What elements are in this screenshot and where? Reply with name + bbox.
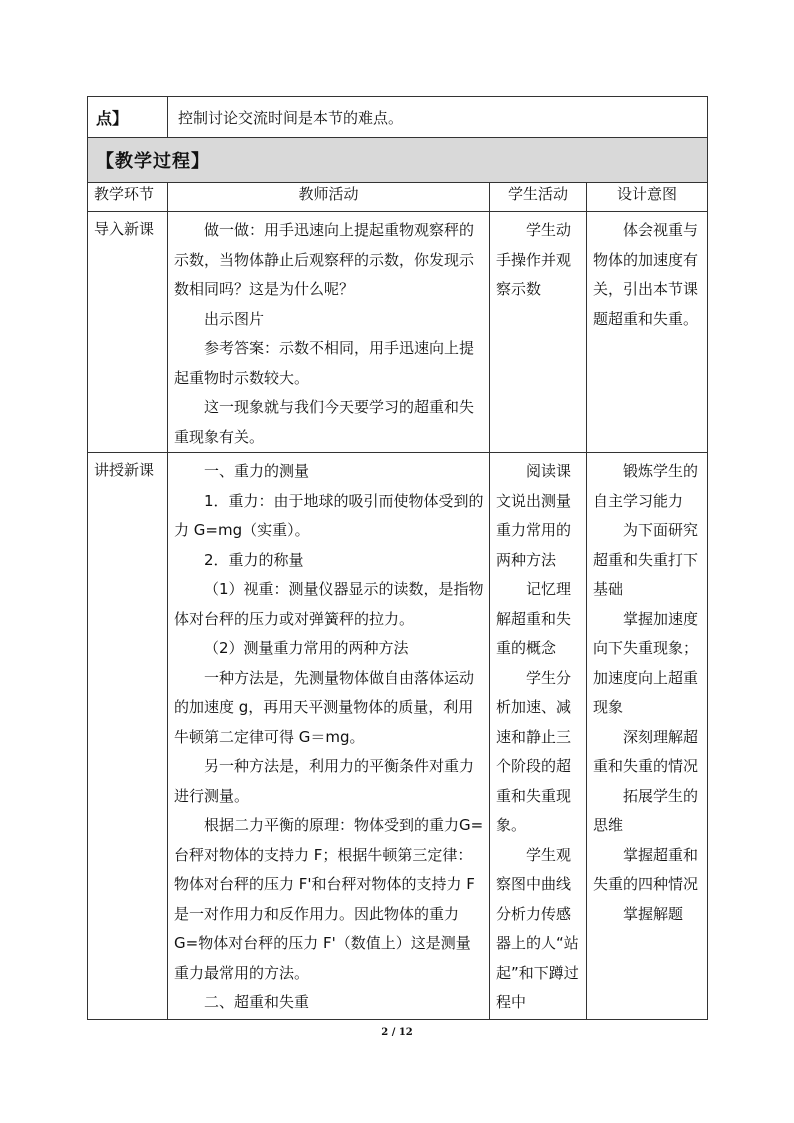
column-header-row (88, 183, 708, 212)
teacher-paragraph: （1）视重：测量仪器显示的读数，是指物体对台秤的压力或对弹簧秤的拉力。 (174, 580, 484, 628)
student-paragraph: 学生动手操作并观察示数 (496, 221, 572, 298)
table-row (88, 453, 708, 1020)
column-header-stage: 教学环节 (88, 183, 168, 212)
intent-cell (587, 212, 708, 453)
teacher-paragraph: 一种方法是，先测量物体做自由落体运动的加速度 g，再用天平测量物体的质量，利用牛顿第二定律可得 G＝mg。 (174, 668, 475, 746)
intent-cell (587, 453, 708, 1020)
table-row (88, 212, 708, 453)
intent-paragraph: 深刻理解超重和失重的情况 (593, 727, 699, 775)
difficulty-row (88, 97, 708, 138)
intent-paragraph: 体会视重与物体的加速度有关，引出本节课题超重和失重。 (593, 221, 699, 328)
intent-paragraph: 掌握解题 (623, 904, 684, 923)
intent-paragraph: 拓展学生的思维 (593, 786, 699, 834)
student-paragraph: 学生观察图中曲线分析力传感器上的人“站起”和下蹲过程中 (496, 845, 579, 1011)
student-paragraph: 学生分析加速、减速和静止三个阶段的超重和失重现象。 (496, 668, 572, 834)
teacher-paragraph: 做一做：用手迅速向上提起重物观察秤的示数，当物体静止后观察秤的示数，你发现示数相同吗？这是为什么呢？ (174, 221, 475, 298)
page-number: 2 / 12 (381, 1027, 413, 1038)
intent-paragraph: 掌握加速度向下失重现象；加速度向上超重现象 (593, 609, 699, 716)
teacher-cell (168, 453, 490, 1020)
teacher-paragraph: 另一种方法是，利用力的平衡条件对重力进行测量。 (174, 757, 475, 805)
teacher-paragraph: 根据二力平衡的原理：物体受到的重力G=台秤对物体的支持力 F；根据牛顿第三定律：物体对台秤的压力 F'和台秤对物体的支持力 F 是一对作用力和反作用力。因此物体的重力 G=物体对台秤的压力 F'（数值上）这是测量重力最常用的方法。 (174, 816, 484, 982)
teacher-paragraph: 1．重力：由于地球的吸引而使物体受到的力 G=mg（实重）。 (174, 491, 484, 539)
teacher-paragraph: 二、超重和失重 (204, 993, 310, 1011)
stage-cell: 导入新课 (88, 212, 168, 453)
column-header-student: 学生活动 (490, 183, 587, 212)
teacher-paragraph: 这一现象就与我们今天要学习的超重和失重现象有关。 (174, 398, 475, 446)
intent-paragraph: 掌握超重和失重的四种情况 (593, 845, 699, 893)
column-header-teacher: 教师活动 (168, 183, 490, 212)
student-paragraph: 记忆理解超重和失重的概念 (496, 580, 572, 657)
student-cell (490, 453, 587, 1020)
stage-cell: 讲授新课 (88, 453, 168, 1020)
teacher-paragraph: 出示图片 (204, 309, 265, 328)
section-title: 【教学过程】 (88, 138, 708, 183)
lesson-table (87, 96, 708, 1020)
student-cell (490, 212, 587, 453)
teacher-paragraph: 参考答案：示数不相同，用手迅速向上提起重物时示数较大。 (174, 339, 475, 387)
difficulty-label: 点】 (88, 97, 168, 138)
teacher-paragraph: （2）测量重力常用的两种方法 (204, 639, 409, 657)
intent-paragraph: 为下面研究超重和失重打下基础 (593, 521, 699, 598)
student-paragraph: 阅读课文说出测量重力常用的两种方法 (496, 462, 572, 569)
intent-paragraph: 锻炼学生的自主学习能力 (593, 462, 699, 510)
teacher-cell (168, 212, 490, 453)
teacher-paragraph: 2．重力的称量 (204, 550, 304, 569)
column-header-intent: 设计意图 (587, 183, 708, 212)
difficulty-text: 控制讨论交流时间是本节的难点。 (168, 97, 708, 138)
section-header-row (88, 138, 708, 183)
teacher-paragraph: 一、重力的测量 (204, 462, 310, 480)
